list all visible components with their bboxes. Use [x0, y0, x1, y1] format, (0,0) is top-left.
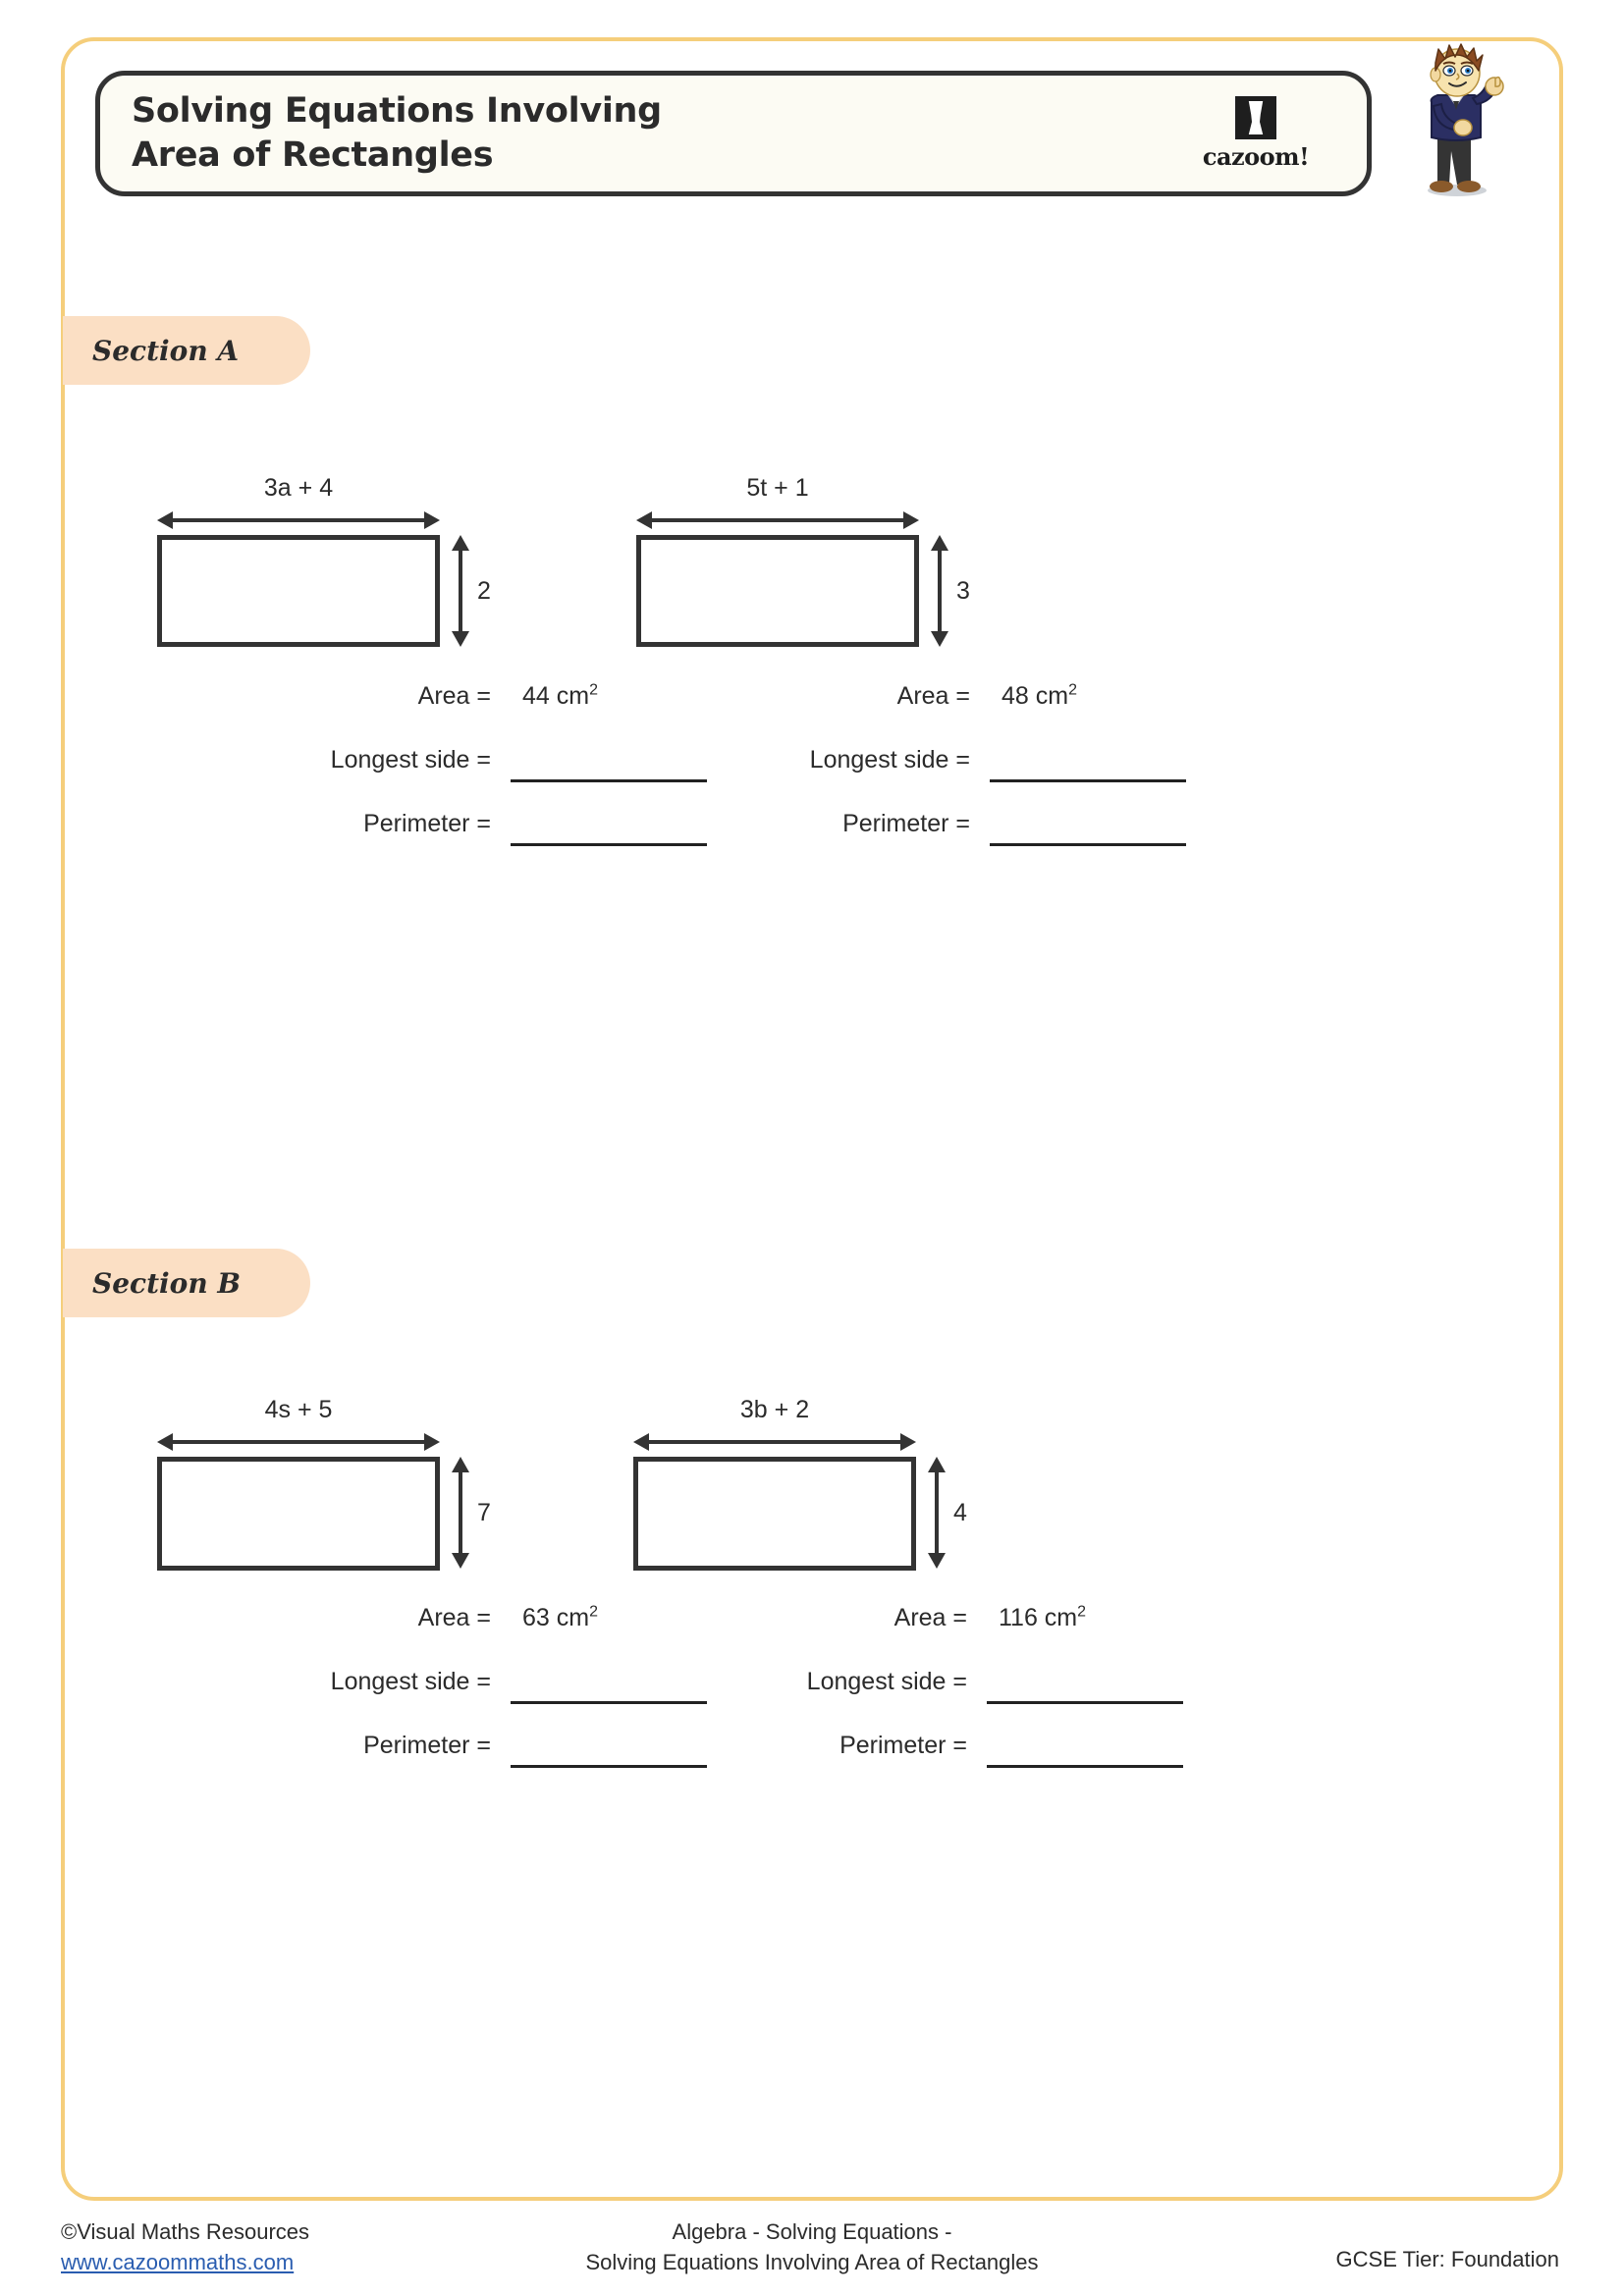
rectangle-shape [157, 1457, 440, 1571]
longest-side-label: Longest side = [806, 1668, 967, 1695]
area-row [636, 682, 1304, 746]
logo-wordmark: cazoom! [1202, 142, 1310, 171]
rectangle-shape [636, 535, 919, 647]
longest-side-answer-blank[interactable] [987, 1701, 1183, 1704]
height-dimension-arrow-icon [452, 535, 469, 647]
height-dimension-arrow-icon [452, 1457, 469, 1569]
width-dimension-arrow-icon [633, 1433, 916, 1451]
perimeter-row [633, 1732, 1301, 1795]
rectangle-shape [157, 535, 440, 647]
answers-block [633, 1604, 1301, 1795]
width-expression-label: 3a + 4 [263, 474, 334, 502]
website-link[interactable]: www.cazoommaths.com [61, 2250, 295, 2275]
area-label: Area = [893, 1604, 967, 1631]
title-line-2: Area of Rectangles [132, 135, 494, 175]
width-dimension-arrow-icon [157, 1433, 440, 1451]
page-title [100, 89, 662, 178]
section-label-a: Section A [92, 334, 240, 367]
height-value-label: 7 [477, 1498, 491, 1526]
perimeter-row [636, 810, 1304, 874]
longest-side-label: Longest side = [330, 746, 491, 774]
hourglass-logo-mark-icon [1235, 96, 1276, 139]
tier-text: GCSE Tier: Foundation [1335, 2247, 1559, 2271]
width-expression-label: 4s + 5 [264, 1396, 333, 1423]
height-value-label: 4 [953, 1498, 967, 1526]
area-value: 63 $cm^2$ [522, 1603, 598, 1631]
rectangle-shape [633, 1457, 916, 1571]
perimeter-label: Perimeter = [363, 810, 491, 837]
rectangle-diagram [633, 1398, 967, 1584]
page-footer [0, 2216, 1624, 2296]
width-dimension-arrow-icon [636, 511, 919, 529]
section-header-a [63, 316, 310, 385]
width-dimension-arrow-icon [157, 511, 440, 529]
cazoom-logo [1182, 88, 1329, 179]
area-label: Area = [417, 682, 491, 710]
perimeter-label: Perimeter = [363, 1732, 491, 1759]
perimeter-label: Perimeter = [842, 810, 970, 837]
area-label: Area = [417, 1604, 491, 1631]
area-label: Area = [896, 682, 970, 710]
area-value: 44 $cm^2$ [522, 681, 598, 710]
perimeter-label: Perimeter = [839, 1732, 967, 1759]
cartoon-boy-mascot-icon [1392, 41, 1520, 198]
rectangle-diagram [157, 1398, 491, 1584]
answers-block [636, 682, 1304, 874]
width-expression-label: 5t + 1 [746, 474, 809, 502]
perimeter-answer-blank[interactable] [987, 1765, 1183, 1768]
topic-line-1: Algebra - Solving Equations - [672, 2219, 952, 2244]
rectangle-diagram [157, 476, 491, 658]
area-value: 116 $cm^2$ [999, 1603, 1087, 1631]
height-dimension-arrow-icon [931, 535, 948, 647]
height-value-label: 2 [477, 576, 491, 605]
perimeter-answer-blank[interactable] [990, 843, 1186, 846]
area-value: 48 $cm^2$ [1001, 681, 1077, 710]
footer-left [61, 2216, 309, 2277]
title-banner [95, 71, 1372, 196]
title-line-1: Solving Equations Involving [132, 91, 662, 132]
section-header-b [63, 1249, 310, 1317]
width-expression-label: 3b + 2 [739, 1396, 810, 1423]
copyright-text: ©Visual Maths Resources [61, 2219, 310, 2244]
problem-item [633, 1396, 1321, 1759]
topic-line-2: Solving Equations Involving Area of Rectangles [585, 2250, 1039, 2275]
rectangle-diagram [636, 476, 970, 658]
longest-side-row [633, 1668, 1301, 1732]
height-value-label: 3 [956, 576, 970, 605]
longest-side-answer-blank[interactable] [990, 779, 1186, 782]
problem-item [636, 474, 1324, 837]
footer-center [585, 2216, 1038, 2277]
longest-side-label: Longest side = [330, 1668, 491, 1695]
height-dimension-arrow-icon [928, 1457, 946, 1569]
longest-side-label: Longest side = [809, 746, 970, 774]
section-label-b: Section B [92, 1266, 242, 1300]
area-row [633, 1604, 1301, 1668]
longest-side-row [636, 746, 1304, 810]
